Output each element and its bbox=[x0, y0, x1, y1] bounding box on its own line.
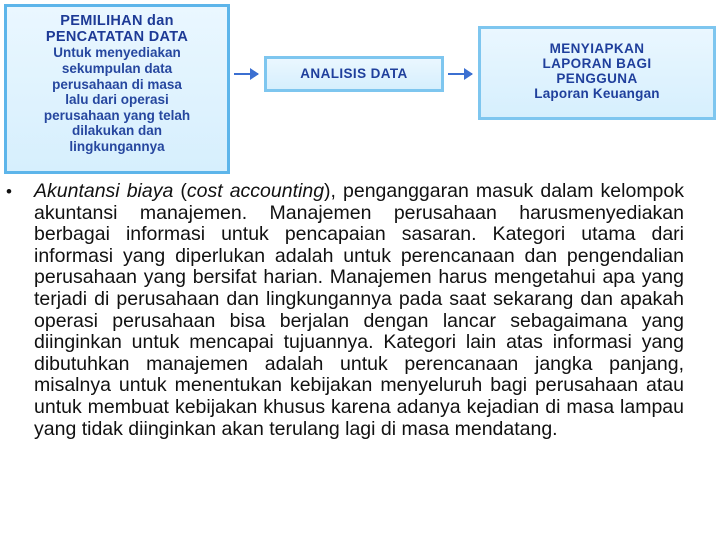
paren-open: ( bbox=[173, 180, 187, 202]
report-preparation-box bbox=[478, 26, 716, 120]
term-english-italic: cost accounting bbox=[186, 180, 325, 202]
data-selection-box bbox=[4, 4, 230, 174]
bullet-icon: • bbox=[6, 182, 12, 201]
flow-arrow-icon bbox=[234, 73, 258, 75]
body-paragraph bbox=[34, 181, 684, 440]
box-subtitle: Laporan Keuangan bbox=[534, 86, 660, 102]
box-desc-line: perusahaan yang telah bbox=[43, 107, 191, 123]
paragraph-text: ), penganggaran masuk dalam kelompok akuntansi manajemen. Manajemen perusahaan harusmenyediakan berbagai informasi untuk pencapaian sasaran. Kategori utama dari informasi yang diperlukan adalah untuk perencanaan dan pengendalian perusahaan yang bersifat harian. Manajemen harus mengetahui apa yang terjadi di perusahaan dan lingkungannya pada saat sekarang dan apakah operasi perusahaan bisa berjalan dengan lancar sebagaimana yang diinginkan untuk mencapai tujuannya. Kategori lain atas informasi yang dibutuhkan manajemen adalah untuk perencanaan jangka panjang, misalnya untuk menentukan kebijakan menyeluruh bagi perusahaan atau untuk membuat kebijakan khusus karena adanya kejadian di masa lampau yang tidak diinginkan akan terulang lagi di masa mendatang. bbox=[34, 180, 684, 440]
box-desc-line: sekumpulan data bbox=[61, 60, 173, 76]
box-desc-line: Untuk menyediakan bbox=[53, 45, 181, 61]
box-desc-line: lingkungannya bbox=[69, 138, 165, 154]
box-desc-line: lalu dari operasi bbox=[65, 92, 169, 108]
box-title-line: LAPORAN BAGI bbox=[542, 56, 652, 72]
box-title-line: PEMILIHAN dan bbox=[60, 13, 174, 29]
flow-arrow-icon bbox=[448, 73, 472, 75]
data-analysis-box bbox=[264, 56, 444, 92]
term-italic: Akuntansi biaya bbox=[34, 180, 174, 202]
box-title-line: PENCATATAN DATA bbox=[45, 29, 189, 46]
box-desc-line: dilakukan dan bbox=[71, 123, 163, 139]
box-label: ANALISIS DATA bbox=[300, 66, 408, 82]
box-title-line: PENGGUNA bbox=[556, 71, 638, 87]
box-desc-line: perusahaan di masa bbox=[52, 76, 182, 92]
box-title-line: MENYIAPKAN bbox=[549, 41, 645, 56]
